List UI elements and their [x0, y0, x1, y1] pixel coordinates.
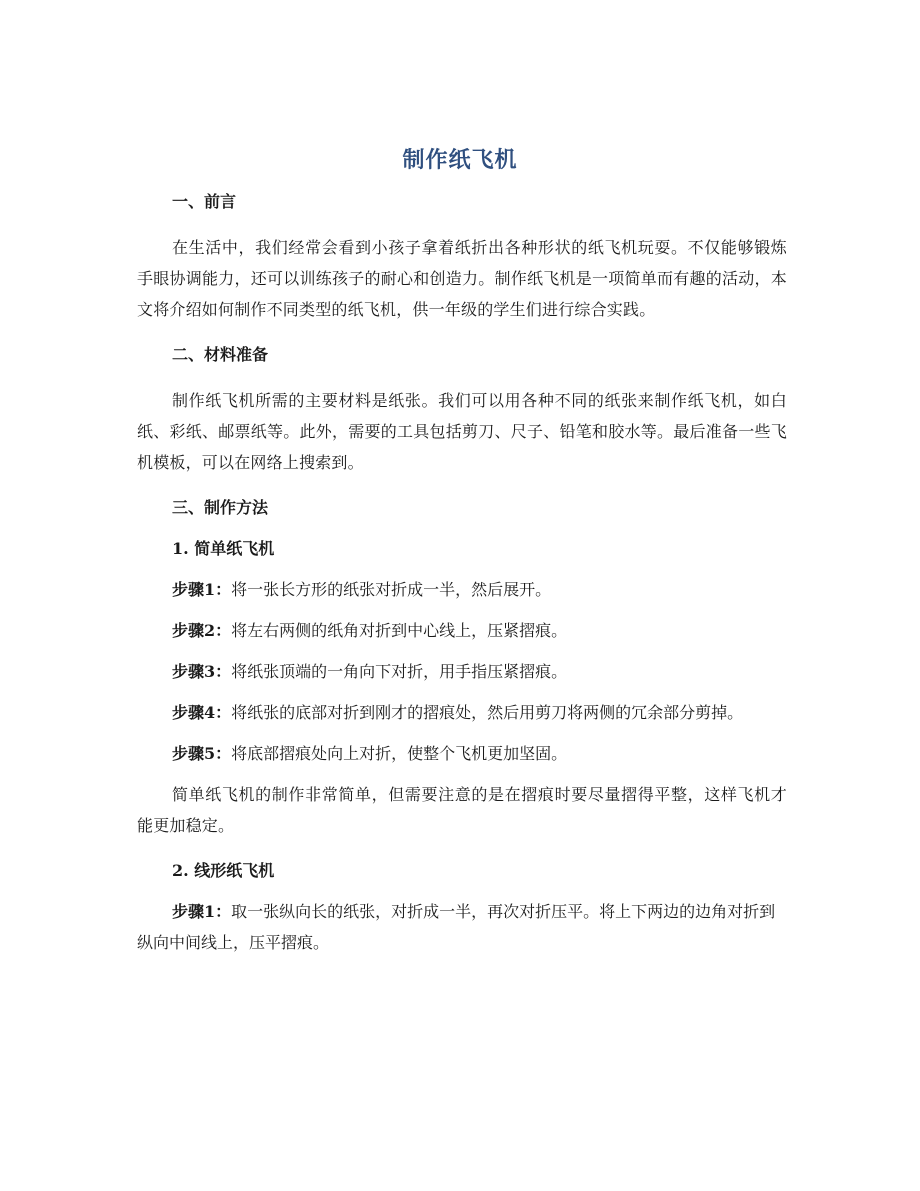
- step-item: [137, 615, 787, 646]
- paragraph-materials: 制作纸飞机所需的主要材料是纸张。我们可以用各种不同的纸张来制作纸飞机，如白纸、彩纸、邮票纸等。此外，需要的工具包括剪刀、尺子、铅笔和胶水等。最后准备一些飞机模板，可以在网络上搜索到。: [137, 391, 787, 472]
- step-item: [137, 574, 787, 605]
- document-body: [137, 186, 787, 958]
- heading-materials: 二、材料准备: [172, 345, 269, 364]
- step-label: 步骤2：: [172, 621, 232, 640]
- step-text: 将左右两侧的纸角对折到中心线上，压紧摺痕。: [231, 621, 568, 640]
- heading-intro: 一、前言: [172, 192, 237, 211]
- heading-linear-plane: 2. 线形纸飞机: [172, 861, 275, 880]
- step-item: [137, 896, 787, 958]
- heading-method: 三、制作方法: [172, 498, 269, 517]
- step-label: 步骤1：: [172, 580, 232, 599]
- step-text: 将纸张的底部对折到刚才的摺痕处，然后用剪刀将两侧的冗余部分剪掉。: [231, 703, 744, 722]
- step-label: 步骤3：: [172, 662, 232, 681]
- step-item: [137, 697, 787, 728]
- step-text: 将一张长方形的纸张对折成一半，然后展开。: [231, 580, 552, 599]
- step-label: 步骤5：: [172, 744, 232, 763]
- paragraph-simple-note: 简单纸飞机的制作非常简单，但需要注意的是在摺痕时要尽量摺得平整，这样飞机才能更加稳定。: [137, 785, 787, 835]
- paragraph-intro: 在生活中，我们经常会看到小孩子拿着纸折出各种形状的纸飞机玩耍。不仅能够锻炼手眼协调能力，还可以训练孩子的耐心和创造力。制作纸飞机是一项简单而有趣的活动，本文将介绍如何制作不同类型的纸飞机，供一年级的学生们进行综合实践。: [137, 238, 787, 319]
- step-label: 步骤1：: [172, 902, 232, 921]
- page-title: 制作纸飞机: [402, 147, 518, 173]
- step-item: [137, 656, 787, 687]
- step-text: 将底部摺痕处向上对折，使整个飞机更加坚固。: [231, 744, 568, 763]
- step-text: 取一张纵向长的纸张，对折成一半，再次对折压平。将上下两边的边角对折到纵向中间线上，压平摺痕。: [137, 902, 776, 952]
- step-item: [137, 738, 787, 769]
- step-label: 步骤4：: [172, 703, 232, 722]
- heading-simple-plane: 1. 简单纸飞机: [172, 539, 275, 558]
- step-text: 将纸张顶端的一角向下对折，用手指压紧摺痕。: [231, 662, 568, 681]
